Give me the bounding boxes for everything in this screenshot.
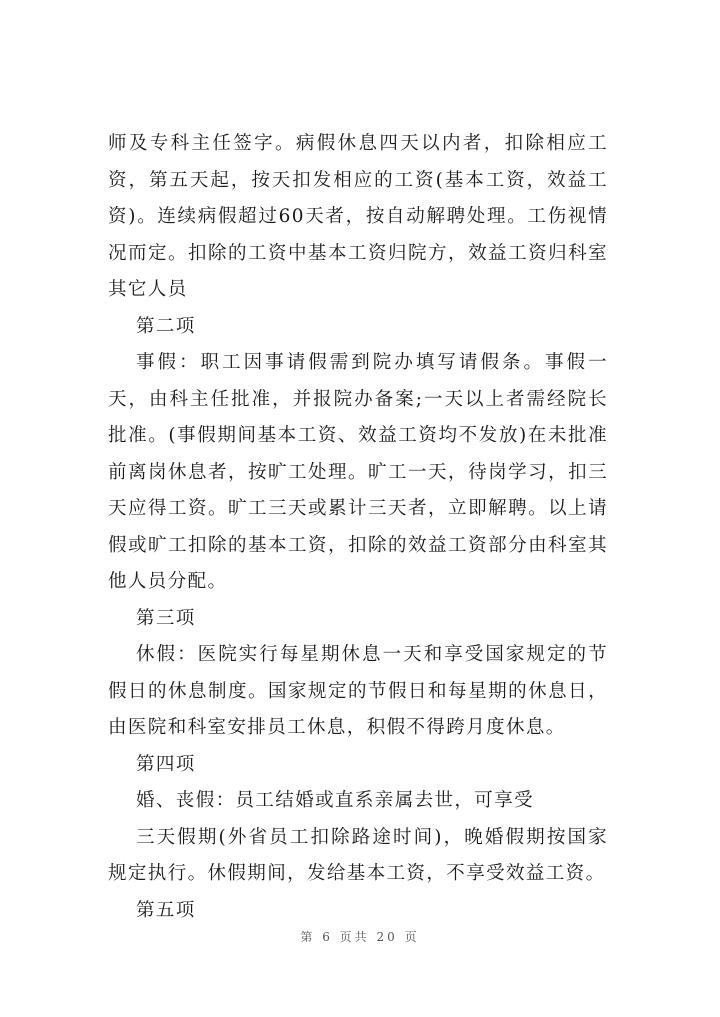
section-heading-item-3: 第三项 (136, 607, 196, 629)
section-heading-item-4: 第四项 (136, 753, 196, 775)
document-body (108, 126, 608, 929)
paragraph-holiday-leave: 休假：医院实行每星期休息一天和享受国家规定的节假日的休息制度。国家规定的节假日和每星期的休息日，由医院和科室安排员工休息，积假不得跨月度休息。 (108, 644, 608, 738)
section-heading-item-2: 第二项 (136, 315, 196, 337)
paragraph-sick-leave-continued: 师及专科主任签字。病假休息四天以内者，扣除相应工资，第五天起，按天扣发相应的工资(基本工资，效益工资)。连续病假超过60天者，按自动解聘处理。工伤视情况而定。扣除的工资中基本工资归院方，效益工资归科室其它人员 (108, 133, 608, 300)
paragraph-marriage-funeral-leave-continued: 三天假期(外省员工扣除路途时间)，晚婚假期按国家规定执行。休假期间，发给基本工资，不享受效益工资。 (108, 826, 608, 884)
paragraph-marriage-funeral-leave: 婚、丧假：员工结婚或直系亲属去世，可享受 (136, 790, 535, 811)
section-heading-item-5: 第五项 (136, 899, 196, 921)
paragraph-personal-leave: 事假：职工因事请假需到院办填写请假条。事假一天，由科主任批准，并报院办备案;一天以上者需经院长批准。(事假期间基本工资、效益工资均不发放)在未批准前离岗休息者，按旷工处理。旷工一天，待岗学习，扣三天应得工资。旷工三天或累计三天者，立即解聘。以上请假或旷工扣除的基本工资，扣除的效益工资部分由科室其他人员分配。 (108, 352, 608, 592)
page-number-footer: 第 6 页共 20 页 (300, 930, 420, 944)
